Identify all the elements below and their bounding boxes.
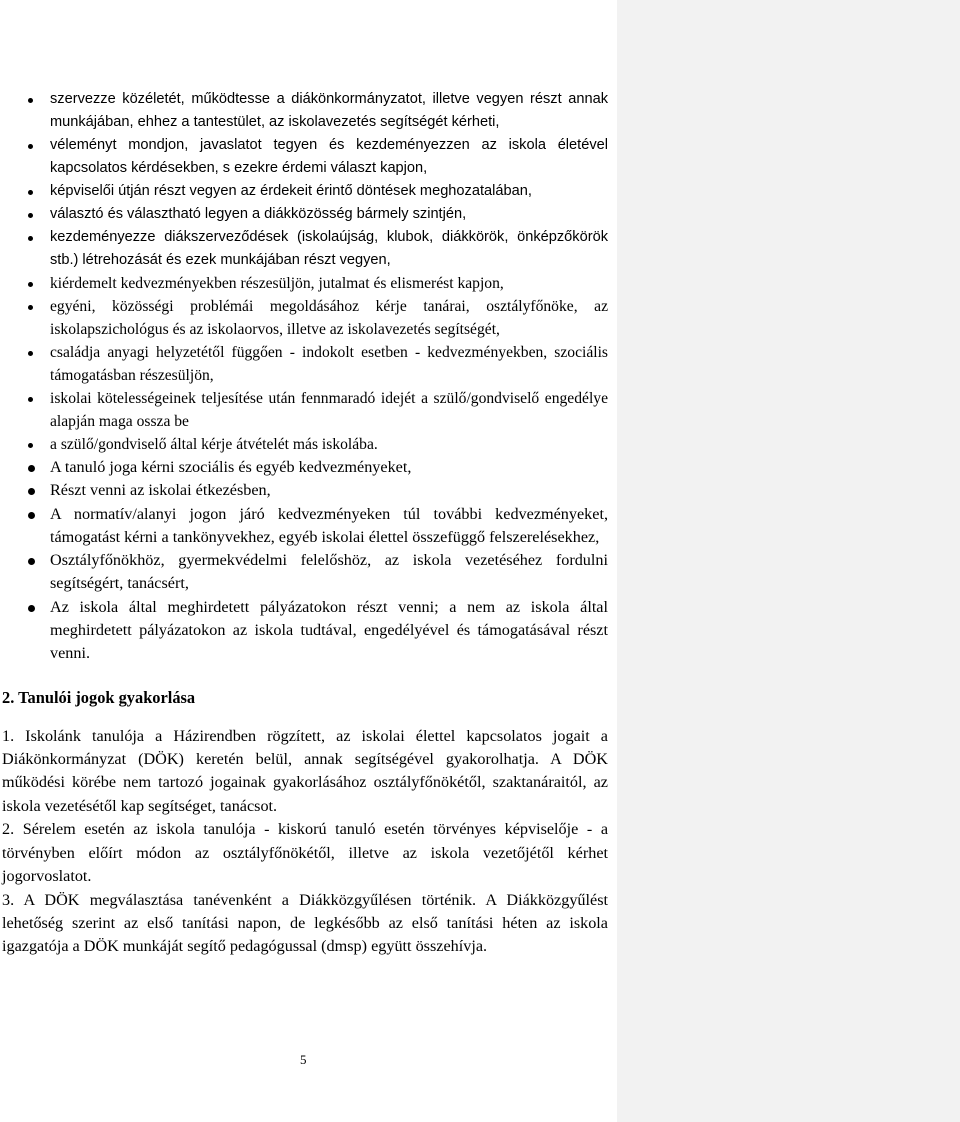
list-item	[28, 456, 608, 479]
list-item-text: Részt venni az iskolai étkezésben,	[50, 481, 271, 500]
bullet-icon	[28, 512, 35, 519]
bullet-icon	[28, 98, 33, 103]
section-heading: 2. Tanulói jogok gyakorlása	[2, 687, 196, 707]
bullet-icon	[28, 305, 33, 310]
bullet-icon	[28, 351, 33, 356]
bullet-icon	[28, 397, 33, 402]
bullet-icon	[28, 190, 33, 195]
list-item	[28, 503, 608, 550]
document-page	[2, 88, 608, 959]
page-number: 5	[300, 1052, 307, 1067]
list-item	[28, 596, 608, 666]
list-item	[28, 272, 608, 295]
list-item	[28, 387, 608, 433]
list-item	[28, 180, 608, 203]
list-item-text: A normatív/alanyi jogon járó kedvezményeken túl további kedvezményeket, támogatást kérni a tankönyvekhez, egyéb iskolai élettel összefüggő felszerelésekhez,	[50, 504, 608, 546]
list-item	[28, 203, 608, 226]
list-item-text: képviselői útján részt vegyen az érdekeit érintő döntések meghozatalában,	[50, 183, 532, 199]
list-item-text: kezdeményezze diákszerveződések (iskolaújság, klubok, diákkörök, önképzőkörök stb.) létrehozását és ezek munkájában részt vegyen,	[50, 229, 608, 268]
paragraph: 3. A DÖK megválasztása tanévenként a Diákközgyűlésen történik. A Diákközgyűlést lehetőség szerint az első tanítási napon, de legkésőbb az első tanítási héten az iskola igazgatója a DÖK munkáját segítő pedagógussal (dmsp) együtt összehívja.	[2, 890, 608, 956]
paragraph: 2. Sérelem esetén az iskola tanulója - kiskorú tanuló esetén törvényes képviselője - a törvényben előírt módon az osztályfőnökétől, illetve az iskola vezetőjétől kérhet jogorvoslatot.	[2, 820, 608, 886]
list-item-text: választó és választható legyen a diákközösség bármely szintjén,	[50, 206, 467, 222]
bullet-icon	[28, 558, 35, 565]
rights-list	[28, 88, 608, 666]
bullet-icon	[28, 605, 35, 612]
list-item	[28, 88, 608, 134]
list-item-text: Az iskola által meghirdetett pályázatokon részt venni; a nem az iskola által meghirdetett pályázatokon az iskola tudtával, engedélyével és támogatásával részt venni.	[50, 597, 608, 663]
list-item	[28, 433, 608, 456]
bullet-icon	[28, 144, 33, 149]
bullet-icon	[28, 282, 33, 287]
list-item-text: a szülő/gondviselő által kérje átvételét más iskolába.	[50, 436, 378, 453]
list-item	[28, 226, 608, 272]
list-item	[28, 134, 608, 180]
bullet-icon	[28, 488, 35, 495]
paragraph-block	[2, 725, 608, 959]
bullet-icon	[28, 465, 35, 472]
list-item	[28, 341, 608, 387]
list-item-text: egyéni, közösségi problémái megoldásához kérje tanárai, osztályfőnöke, az iskolapszichológus és az iskolaorvos, illetve az iskolavezetés segítségét,	[50, 298, 608, 338]
paragraph: 1. Iskolánk tanulója a Házirendben rögzített, az iskolai élettel kapcsolatos jogait a Diákönkormányzat (DÖK) keretén belül, annak segítségével gyakorolhatja. A DÖK működési körébe nem tartozó jogainak gyakorlásához osztályfőnökétől, szaktanáraitól, az iskola vezetésétől kap segítséget, tanácsot.	[2, 726, 608, 815]
document-margin-panel	[617, 0, 960, 1122]
list-item	[28, 479, 608, 502]
list-item-text: családja anyagi helyzetétől függően - indokolt esetben - kedvezményekben, szociális támogatásban részesüljön,	[50, 344, 608, 384]
bullet-icon	[28, 443, 33, 448]
list-item-text: iskolai kötelességeinek teljesítése után fennmaradó idejét a szülő/gondviselő engedélye alapján maga ossza be	[50, 390, 608, 430]
list-item	[28, 549, 608, 596]
list-item-text: Osztályfőnökhöz, gyermekvédelmi felelőshöz, az iskola vezetéséhez fordulni segítségért, tanácsért,	[50, 551, 608, 593]
bullet-icon	[28, 213, 33, 218]
list-item-text: szervezze közéletét, működtesse a diákönkormányzatot, illetve vegyen részt annak munkájában, ehhez a tantestület, az iskolavezetés segítségét kérheti,	[50, 91, 608, 130]
list-item-text: kiérdemelt kedvezményekben részesüljön, jutalmat és elismerést kapjon,	[50, 275, 504, 292]
list-item	[28, 295, 608, 341]
list-item-text: A tanuló joga kérni szociális és egyéb kedvezményeket,	[50, 458, 412, 476]
list-item-text: véleményt mondjon, javaslatot tegyen és kezdeményezzen az iskola életével kapcsolatos kérdésekben, s ezekre érdemi választ kapjon,	[50, 137, 608, 176]
bullet-icon	[28, 236, 33, 241]
